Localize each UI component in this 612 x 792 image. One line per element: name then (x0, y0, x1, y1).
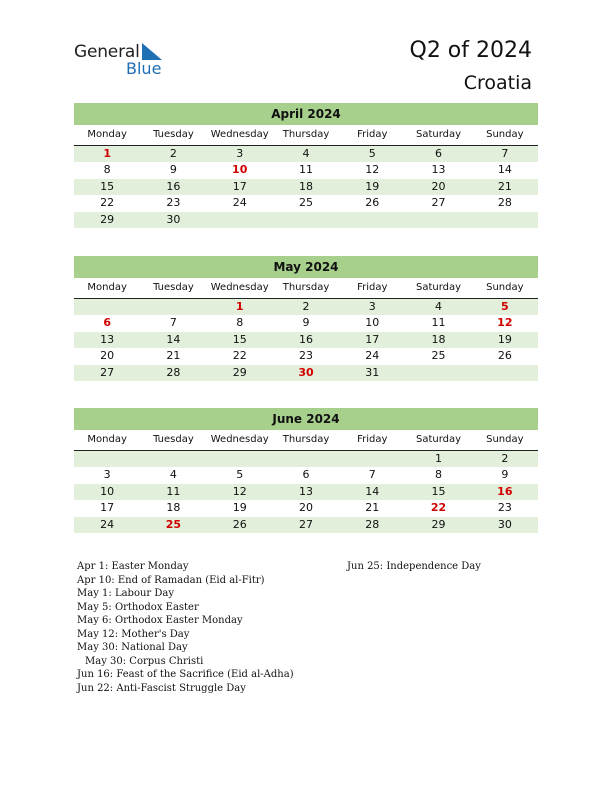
day-cell: 2 (169, 147, 177, 160)
holiday-day-cell: 25 (165, 517, 182, 531)
logo (74, 42, 174, 78)
day-cell: 31 (365, 365, 380, 379)
day-cell: 20 (431, 179, 446, 193)
weekday-header-row (74, 430, 538, 451)
weekday-label: Sunday (486, 434, 524, 445)
day-cell: 3 (236, 147, 244, 160)
day-cell: 19 (232, 501, 247, 515)
day-cell: 11 (298, 163, 313, 177)
day-cell (405, 365, 471, 381)
weekday-header-row (74, 278, 538, 299)
day-cell (207, 451, 273, 467)
holiday-day-cell: 5 (501, 300, 509, 313)
weekday-label: Tuesday (153, 282, 194, 293)
weekday-label: Monday (87, 434, 127, 445)
holiday-day-cell: 22 (430, 501, 447, 515)
day-cell: 26 (232, 517, 247, 531)
holiday-item: May 5: Orthodox Easter (77, 601, 199, 613)
holiday-list-left (77, 560, 337, 695)
weekday-label: Thursday (282, 129, 330, 140)
day-cell: 5 (368, 147, 376, 160)
holiday-item: May 30: Corpus Christi (85, 655, 204, 667)
logo-triangle-icon (142, 43, 162, 60)
day-cell: 20 (100, 349, 115, 363)
day-cell: 13 (298, 484, 313, 498)
weekday-label: Saturday (416, 282, 462, 293)
day-cell: 11 (431, 316, 446, 330)
weekday-label: Friday (357, 434, 388, 445)
holiday-item: Apr 1: Easter Monday (77, 561, 189, 572)
day-cell: 27 (100, 365, 115, 379)
day-cell: 4 (435, 300, 443, 313)
logo-blue-text: Blue (126, 59, 162, 78)
day-cell: 29 (431, 517, 446, 531)
day-cell: 22 (232, 349, 247, 363)
country-subtitle: Croatia (463, 72, 532, 94)
day-cell: 7 (501, 147, 509, 160)
day-cell: 1 (435, 452, 443, 465)
holiday-item: May 30: National Day (77, 642, 188, 653)
week-row (74, 467, 538, 483)
day-cell: 13 (100, 332, 115, 346)
week-row (74, 299, 538, 315)
day-cell: 24 (365, 349, 380, 363)
day-cell: 24 (100, 517, 115, 531)
weekday-label: Friday (357, 129, 388, 140)
day-cell: 23 (166, 196, 181, 210)
weekday-label: Saturday (416, 129, 462, 140)
day-cell: 22 (100, 196, 115, 210)
day-cell: 14 (365, 484, 380, 498)
day-cell: 28 (365, 517, 380, 531)
day-cell: 15 (232, 332, 247, 346)
week-row (74, 212, 538, 228)
day-cell: 21 (365, 501, 380, 515)
day-cell: 11 (166, 484, 181, 498)
day-cell (472, 365, 538, 381)
holiday-day-cell: 16 (497, 484, 513, 498)
day-cell (339, 451, 405, 467)
day-cell: 25 (431, 349, 446, 363)
holiday-item: May 12: Mother's Day (77, 628, 190, 640)
day-cell: 13 (431, 163, 446, 177)
day-cell: 16 (298, 332, 313, 346)
day-cell: 9 (501, 468, 509, 482)
weekday-label: Wednesday (210, 129, 269, 140)
day-cell (140, 451, 206, 467)
weekday-label: Wednesday (210, 282, 269, 293)
holiday-item: Apr 10: End of Ramadan (Eid al-Fitr) (77, 574, 265, 586)
month-header: April 2024 (74, 103, 538, 125)
month-header: June 2024 (74, 408, 538, 430)
day-cell: 20 (298, 501, 313, 515)
day-cell: 23 (298, 349, 313, 363)
day-cell (74, 451, 140, 467)
holiday-item: Jun 25: Independence Day (347, 561, 481, 572)
week-row (74, 365, 538, 381)
day-cell: 4 (169, 468, 177, 482)
day-cell: 8 (435, 468, 443, 482)
day-cell: 18 (431, 332, 446, 346)
day-cell: 19 (497, 332, 512, 346)
weekday-label: Tuesday (153, 434, 194, 445)
day-cell: 6 (435, 147, 443, 160)
day-cell: 15 (431, 484, 446, 498)
weekday-label: Tuesday (153, 129, 194, 140)
day-cell: 21 (497, 179, 512, 193)
weekday-label: Monday (87, 129, 127, 140)
day-cell: 17 (365, 332, 380, 346)
month-calendar-may (74, 256, 538, 381)
day-cell: 25 (298, 196, 313, 210)
week-row (74, 500, 538, 516)
week-row (74, 517, 538, 533)
day-cell: 29 (232, 365, 247, 379)
day-cell: 7 (368, 468, 376, 482)
day-cell: 8 (236, 316, 244, 330)
month-calendar-april (74, 103, 538, 228)
day-cell: 2 (302, 300, 310, 313)
day-cell: 8 (103, 163, 111, 177)
logo-general-text: General (74, 42, 140, 62)
day-cell: 28 (497, 196, 512, 210)
holiday-item: May 1: Labour Day (77, 588, 174, 599)
week-row (74, 348, 538, 364)
day-cell: 26 (365, 196, 380, 210)
day-cell (273, 212, 339, 228)
holiday-day-cell: 10 (232, 163, 248, 177)
week-row (74, 451, 538, 467)
day-cell: 21 (166, 349, 181, 363)
day-cell (405, 212, 471, 228)
weekday-label: Monday (87, 282, 127, 293)
day-cell (472, 212, 538, 228)
day-cell: 3 (103, 468, 111, 482)
day-cell: 3 (368, 300, 376, 313)
week-row (74, 146, 538, 162)
day-cell: 27 (298, 517, 313, 531)
holiday-day-cell: 1 (103, 147, 111, 160)
day-cell: 17 (100, 501, 115, 515)
day-cell: 12 (365, 163, 380, 177)
day-cell: 9 (169, 163, 177, 177)
day-cell: 14 (497, 163, 512, 177)
week-row (74, 162, 538, 178)
day-cell: 17 (232, 179, 247, 193)
day-cell: 27 (431, 196, 446, 210)
weekday-label: Sunday (486, 282, 524, 293)
weekday-header-row (74, 125, 538, 146)
month-header: May 2024 (74, 256, 538, 278)
holiday-list-right (347, 560, 567, 574)
day-cell: 7 (169, 316, 177, 330)
day-cell (140, 299, 206, 315)
week-row (74, 195, 538, 211)
holiday-day-cell: 1 (235, 300, 244, 313)
holiday-item: May 6: Orthodox Easter Monday (77, 615, 243, 626)
weekday-label: Thursday (282, 434, 330, 445)
day-cell: 2 (501, 452, 509, 465)
day-cell: 18 (166, 501, 181, 515)
day-cell: 19 (365, 179, 380, 193)
day-cell (74, 299, 140, 315)
day-cell: 28 (166, 365, 181, 379)
day-cell: 15 (100, 179, 115, 193)
day-cell: 23 (497, 501, 512, 515)
day-cell: 30 (166, 212, 181, 226)
holiday-item: Jun 16: Feast of the Sacrifice (Eid al-Adha) (77, 669, 294, 680)
holiday-day-cell: 6 (103, 316, 111, 330)
weekday-label: Sunday (486, 129, 524, 140)
week-row (74, 315, 538, 331)
day-cell: 9 (302, 316, 310, 330)
day-cell: 5 (236, 468, 244, 482)
holiday-item: Jun 22: Anti-Fascist Struggle Day (77, 682, 246, 694)
day-cell: 18 (298, 179, 313, 193)
day-cell: 29 (100, 212, 115, 226)
day-cell: 6 (302, 468, 310, 482)
weekday-label: Friday (357, 282, 388, 293)
holiday-day-cell: 30 (298, 365, 314, 379)
day-cell: 24 (232, 196, 247, 210)
weekday-label: Wednesday (210, 434, 269, 445)
day-cell (339, 212, 405, 228)
day-cell: 12 (232, 484, 247, 498)
page-title: Q2 of 2024 (409, 38, 532, 63)
day-cell (273, 451, 339, 467)
week-row (74, 484, 538, 500)
weekday-label: Saturday (416, 434, 462, 445)
week-row (74, 332, 538, 348)
day-cell: 4 (302, 147, 310, 160)
day-cell: 10 (365, 316, 380, 330)
month-calendar-june (74, 408, 538, 533)
weekday-label: Thursday (282, 282, 330, 293)
day-cell: 10 (100, 484, 115, 498)
day-cell: 16 (166, 179, 181, 193)
day-cell: 26 (497, 349, 512, 363)
day-cell: 14 (166, 332, 181, 346)
holiday-day-cell: 12 (497, 316, 513, 330)
day-cell (207, 212, 273, 228)
week-row (74, 179, 538, 195)
day-cell: 30 (497, 517, 512, 531)
